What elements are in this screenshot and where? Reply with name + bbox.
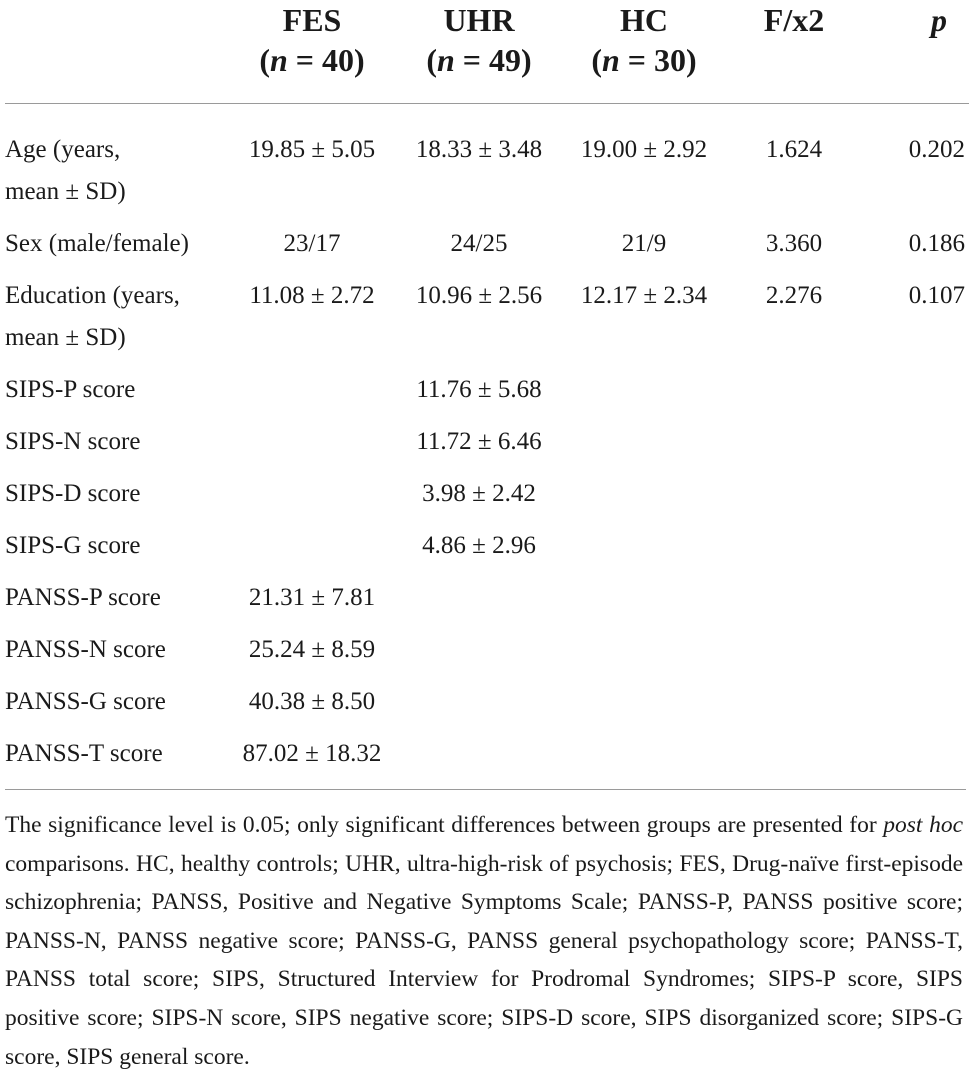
cell-uhr: 24/25	[450, 230, 508, 257]
cell-p	[864, 369, 969, 421]
cell-fes	[230, 525, 394, 577]
cell-hc: 12.17 ± 2.34	[580, 282, 708, 309]
cell-p	[864, 577, 969, 629]
footnote-text-1: The significance level is 0.05; only significant differences between groups are presented for	[5, 812, 884, 838]
row-label	[5, 681, 230, 733]
cell-uhr: 3.98 ± 2.42	[422, 480, 536, 507]
row-label	[5, 525, 230, 577]
row-label-line-1: SIPS-P score	[5, 376, 136, 403]
table-row	[5, 275, 969, 369]
cell-uhr	[394, 629, 564, 681]
demographics-table	[5, 0, 969, 785]
cell-fes	[230, 473, 394, 525]
cell-uhr: 10.96 ± 2.56	[415, 282, 543, 309]
row-label-line-1: PANSS-T score	[5, 740, 163, 767]
table-row	[5, 681, 969, 733]
cell-fes: 25.24 ± 8.59	[248, 636, 376, 663]
row-label	[5, 369, 230, 421]
cell-hc	[564, 525, 724, 577]
cell-hc	[564, 681, 724, 733]
cell-hc	[564, 369, 724, 421]
cell-f-x2	[724, 473, 864, 525]
cell-hc: 19.00 ± 2.92	[580, 136, 708, 163]
header-hc-name: HC	[620, 2, 668, 38]
cell-fes: 40.38 ± 8.50	[248, 688, 376, 715]
row-label	[5, 104, 230, 224]
cell-f-x2	[724, 421, 864, 473]
footnote-italic: post hoc	[883, 812, 963, 838]
cell-p	[864, 733, 969, 785]
cell-f-x2: 2.276	[765, 282, 823, 309]
table-row	[5, 733, 969, 785]
footnote-divider	[5, 789, 966, 790]
header-hc	[564, 0, 724, 104]
cell-hc: 21/9	[621, 230, 667, 257]
row-label	[5, 473, 230, 525]
cell-hc	[564, 473, 724, 525]
cell-uhr	[394, 681, 564, 733]
header-p: p	[931, 2, 947, 38]
header-f-x2: F/x2	[763, 2, 825, 38]
table-body	[5, 104, 969, 786]
row-label-line-1: SIPS-N score	[5, 428, 141, 455]
table-row	[5, 577, 969, 629]
cell-uhr	[394, 733, 564, 785]
cell-fes: 19.85 ± 5.05	[248, 136, 376, 163]
header-hc-n: (n = 30)	[591, 42, 697, 78]
header-uhr	[394, 0, 564, 104]
row-label	[5, 421, 230, 473]
table-row	[5, 104, 969, 224]
cell-f-x2	[724, 733, 864, 785]
cell-uhr: 11.72 ± 6.46	[416, 428, 542, 455]
table-header-row	[5, 0, 969, 104]
cell-hc	[564, 421, 724, 473]
footnote-text-2: comparisons. HC, healthy controls; UHR, ultra-high-risk of psychosis; FES, Drug-naïve first-episode schizophrenia; PANSS, Positive and Negative Symptoms Scale; PANSS-P, PANSS positive score; PANSS-N, PANSS negative score; PANSS-G, PANSS general psychopathology score; PANSS-T, PANSS total score; SIPS, Structured Interview for Prodromal Syndromes; SIPS-P score, SIPS positive score; SIPS-N score, SIPS negative score; SIPS-D score, SIPS disorganized score; SIPS-G score, SIPS general score.	[5, 850, 963, 1070]
table-row	[5, 421, 969, 473]
cell-p: 0.202	[908, 136, 965, 163]
header-uhr-n: (n = 49)	[426, 42, 532, 78]
cell-f-x2	[724, 525, 864, 577]
table-row	[5, 223, 969, 275]
row-label-line-1: PANSS-P score	[5, 584, 161, 611]
row-label-line-1: PANSS-N score	[5, 636, 166, 663]
cell-hc	[564, 629, 724, 681]
cell-uhr: 11.76 ± 5.68	[416, 376, 542, 403]
cell-hc	[564, 733, 724, 785]
cell-p	[864, 681, 969, 733]
cell-p: 0.107	[908, 282, 965, 309]
cell-p	[864, 525, 969, 577]
cell-fes	[230, 421, 394, 473]
table-row	[5, 369, 969, 421]
cell-f-x2	[724, 577, 864, 629]
cell-f-x2: 1.624	[765, 136, 823, 163]
header-fes	[230, 0, 394, 104]
row-label	[5, 733, 230, 785]
table-row	[5, 525, 969, 577]
cell-p	[864, 473, 969, 525]
cell-fes	[230, 369, 394, 421]
cell-fes: 87.02 ± 18.32	[242, 740, 382, 767]
cell-f-x2: 3.360	[765, 230, 823, 257]
row-label-line-1: Age (years,	[5, 136, 121, 163]
table-footnote	[5, 806, 963, 1076]
row-label-line-1: SIPS-D score	[5, 480, 141, 507]
row-label-line-2: mean ± SD)	[5, 324, 126, 351]
header-fes-name: FES	[282, 2, 342, 38]
header-fes-n: (n = 40)	[259, 42, 365, 78]
cell-fes: 23/17	[283, 230, 341, 257]
row-label	[5, 223, 230, 275]
cell-uhr	[394, 577, 564, 629]
row-label-line-1: PANSS-G score	[5, 688, 166, 715]
cell-f-x2	[724, 369, 864, 421]
row-label-line-1: SIPS-G score	[5, 532, 141, 559]
header-uhr-name: UHR	[443, 2, 515, 38]
row-label-line-1: Sex (male/female)	[5, 230, 189, 257]
table-row	[5, 473, 969, 525]
cell-p: 0.186	[908, 230, 965, 257]
header-empty-cell	[5, 0, 230, 104]
cell-uhr: 18.33 ± 3.48	[415, 136, 543, 163]
cell-f-x2	[724, 629, 864, 681]
cell-p	[864, 629, 969, 681]
cell-uhr: 4.86 ± 2.96	[422, 532, 536, 559]
cell-p	[864, 421, 969, 473]
row-label	[5, 577, 230, 629]
cell-fes: 21.31 ± 7.81	[248, 584, 376, 611]
row-label-line-2: mean ± SD)	[5, 178, 126, 205]
table-row	[5, 629, 969, 681]
row-label	[5, 629, 230, 681]
cell-fes: 11.08 ± 2.72	[249, 282, 375, 309]
row-label-line-1: Education (years,	[5, 282, 180, 309]
cell-f-x2	[724, 681, 864, 733]
row-label	[5, 275, 230, 369]
cell-hc	[564, 577, 724, 629]
